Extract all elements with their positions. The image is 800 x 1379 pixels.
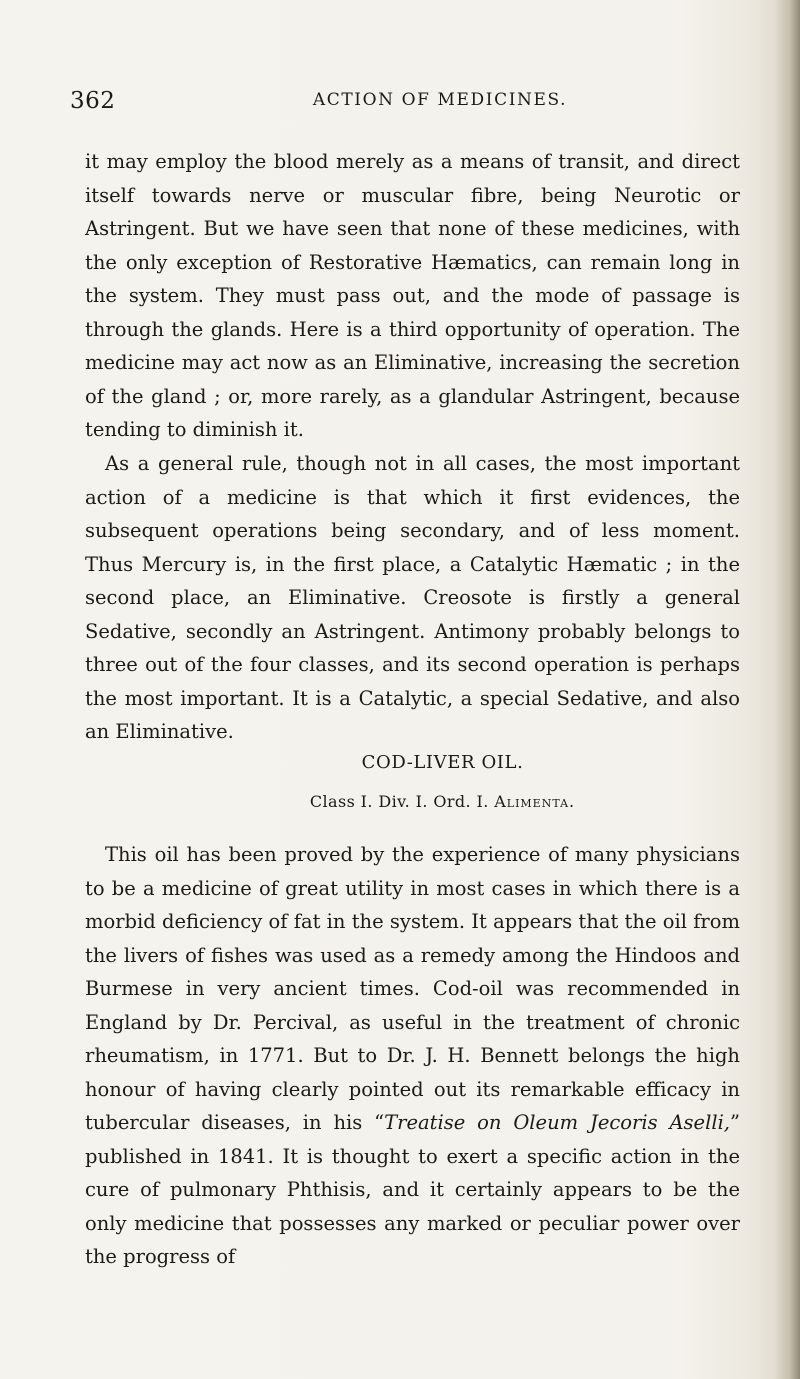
page-number: 362 bbox=[70, 88, 116, 114]
paragraph-glands: it may employ the blood merely as a means of transit, and direct itself towards nerve or muscular fibre, being Neurotic or Astringent. But we have seen that none of these medicines, with the only exception of Restorative Hæmatics, can remain long in the system. They must pass out, and the mode of passage is through the glands. Here is a third opportunity of operation. The medicine may act now as an Eliminative, increasing the secretion of the gland ; or, more rarely, as a glandular Astringent, because tending to diminish it. bbox=[85, 150, 740, 441]
page-edge-shadow bbox=[774, 0, 800, 1379]
page-header bbox=[70, 88, 750, 118]
classification-line bbox=[85, 792, 770, 811]
section-title: COD-LIVER OIL. bbox=[361, 752, 524, 773]
running-head: ACTION OF MEDICINES. bbox=[312, 90, 568, 110]
treatise-title: Treatise on Oleum Jecoris Aselli, bbox=[384, 1111, 731, 1134]
cod-liver-text-before-title: This oil has been proved by the experience of many physicians to be a medicine of great utility in most cases in which there is a morbid deficiency of fat in the system. It appears that the oil from the livers of fishes was used as a remedy among the Hindoos and Burmese in very ancient times. Cod-oil was recommended in England by Dr. Percival, as useful in the treatment of chronic rheumatism, in 1771. But to Dr. J. H. Bennett belongs the high honour of having clearly pointed out its remarkable efficacy in tubercular diseases, in his “ bbox=[85, 843, 740, 1134]
classification-prefix: Class I. Div. I. Ord. I. bbox=[309, 792, 489, 811]
paragraph-cod-liver-oil bbox=[85, 838, 740, 1274]
classification-name: Alimenta. bbox=[494, 792, 576, 811]
cod-liver-text-after-title: ” published in 1841. It is thought to exert a specific action in the cure of pulmonary Phthisis, and it certainly appears to be the only medicine that possesses any marked or peculiar power over the progress of bbox=[85, 1111, 740, 1268]
paragraph-general-rule: As a general rule, though not in all cases, the most important action of a medicine is that which it first evidences, the subsequent operations being secondary, and of less moment. Thus Mercury is, in the first place, a Catalytic Hæmatic ; in the second place, an Eliminative. Creosote is firstly a general Sedative, secondly an Astringent. Antimony probably belongs to three out of the four classes, and its second operation is perhaps the most important. It is a Catalytic, a special Sedative, and also an Eliminative. bbox=[85, 452, 740, 743]
